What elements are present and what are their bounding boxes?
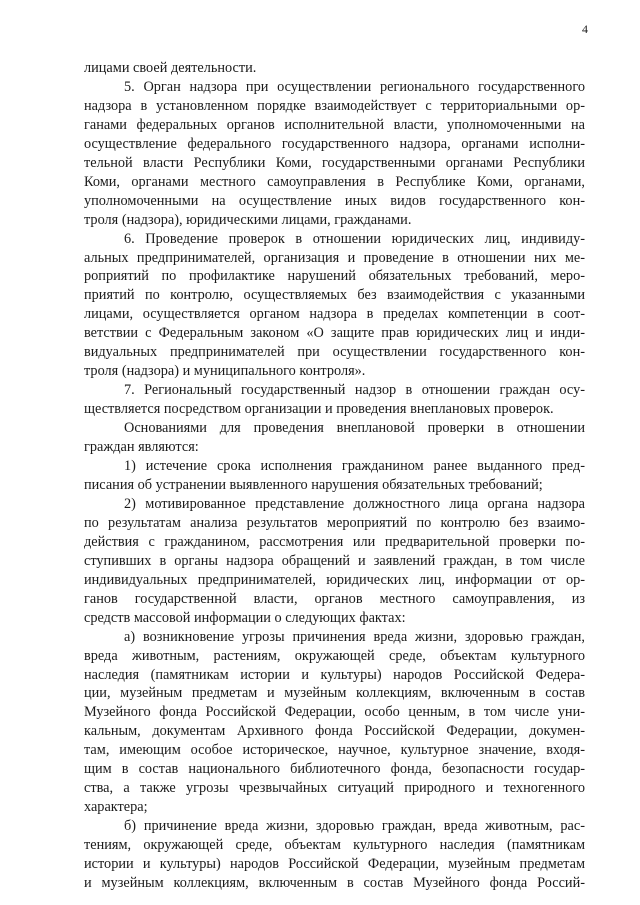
text-line: щим в состав национального библиотечного фонда, безопасности государ- <box>84 761 585 778</box>
text-line: 2) мотивированное представление должностного лица органа надзора <box>124 495 585 512</box>
text-line: троля (надзора), юридическими лицами, гражданами. <box>84 211 412 228</box>
text-line: Коми, органами местного самоуправления в Республике Коми, органами, <box>84 173 585 190</box>
text-line: там, имеющим особое историческое, научное, культурное значение, входя- <box>84 742 585 759</box>
text-line: осуществление федерального государственного надзора, органами исполни- <box>84 135 585 152</box>
text-line: видуальных предпринимателей при осуществлении государственного кон- <box>84 344 585 361</box>
text-line: роприятий по профилактике нарушений обязательных требований, меро- <box>84 268 585 285</box>
text-line: ганами федеральных органов исполнительной власти, уполномоченными на <box>84 116 585 133</box>
text-line: 5. Орган надзора при осуществлении регионального государственного <box>124 78 585 95</box>
text-line: по результатам анализа результатов мероприятий по контролю без взаимо- <box>84 514 585 531</box>
text-line: Музейного фонда Российской Федерации, особо ценным, в том числе уни- <box>84 704 585 721</box>
text-line: уполномоченными на осуществление иных видов государственного кон- <box>84 192 585 209</box>
text-line: 6. Проведение проверок в отношении юридических лиц, индивиду- <box>124 230 585 247</box>
text-line: 7. Региональный государственный надзор в отношении граждан осу- <box>124 382 585 399</box>
text-line: средств массовой информации о следующих фактах: <box>84 609 406 626</box>
document-body <box>84 59 585 893</box>
text-line: ступивших в органы надзора обращений и заявлений граждан, в том числе <box>84 552 585 569</box>
page-number: 4 <box>582 22 588 36</box>
text-line: Основаниями для проведения внеплановой проверки в отношении <box>124 420 585 437</box>
text-line: ганов государственной власти, органов местного самоуправления, из <box>84 590 585 607</box>
text-line: тельной власти Республики Коми, государственными органами Республики <box>84 154 585 171</box>
text-line: индивидуальных предпринимателей, юридических лиц, информации от ор- <box>84 571 585 588</box>
text-line: наследия (памятникам истории и культуры) народов Российской Федера- <box>84 666 585 683</box>
text-line: ства, а также угрозы чрезвычайных ситуаций природного и техногенного <box>84 780 585 797</box>
text-line: и музейным коллекциям, включенным в состав Музейного фонда Россий- <box>84 874 585 891</box>
text-line: действия с гражданином, рассмотрения или предварительной проверки по- <box>84 533 585 550</box>
text-line: вреда животным, растениям, окружающей среде, объектам культурного <box>84 647 585 664</box>
text-line: лицами своей деятельности. <box>84 60 257 76</box>
text-line: приятий по контролю, осуществляемых без взаимодействия с указанными <box>84 287 585 304</box>
text-line: троля (надзора) и муниципального контроля». <box>84 363 366 380</box>
text-line: а) возникновение угрозы причинения вреда жизни, здоровью граждан, <box>124 628 585 645</box>
text-line: ветствии с Федеральным законом «О защите прав юридических лиц и инди- <box>84 325 585 342</box>
text-line: писания об устранении выявленного нарушения обязательных требований; <box>84 476 543 493</box>
text-line: характера; <box>84 799 148 816</box>
text-line: кальным, документам Архивного фонда Российской Федерации, докумен- <box>84 723 585 740</box>
text-line: граждан являются: <box>84 439 199 456</box>
text-line: ции, музейным предметам и музейным коллекциям, включенным в состав <box>84 685 585 702</box>
text-line: лицами, осуществляется органом надзора в пределах компетенции в соот- <box>84 306 585 323</box>
text-line: надзора в установленном порядке взаимодействует с территориальными ор- <box>84 97 585 114</box>
text-line: ществляется посредством организации и проведения внеплановых проверок. <box>84 401 554 418</box>
text-line: истории и культуры) народов Российской Федерации, музейным предметам <box>84 856 585 873</box>
text-line: альных предпринимателей, организация и проведение в отношении них ме- <box>84 249 585 266</box>
text-line: 1) истечение срока исполнения гражданином ранее выданного пред- <box>124 458 585 475</box>
text-line: тениям, окружающей среде, объектам культурного наследия (памятникам <box>84 837 585 854</box>
text-line: б) причинение вреда жизни, здоровью граждан, вреда животным, рас- <box>124 818 585 835</box>
